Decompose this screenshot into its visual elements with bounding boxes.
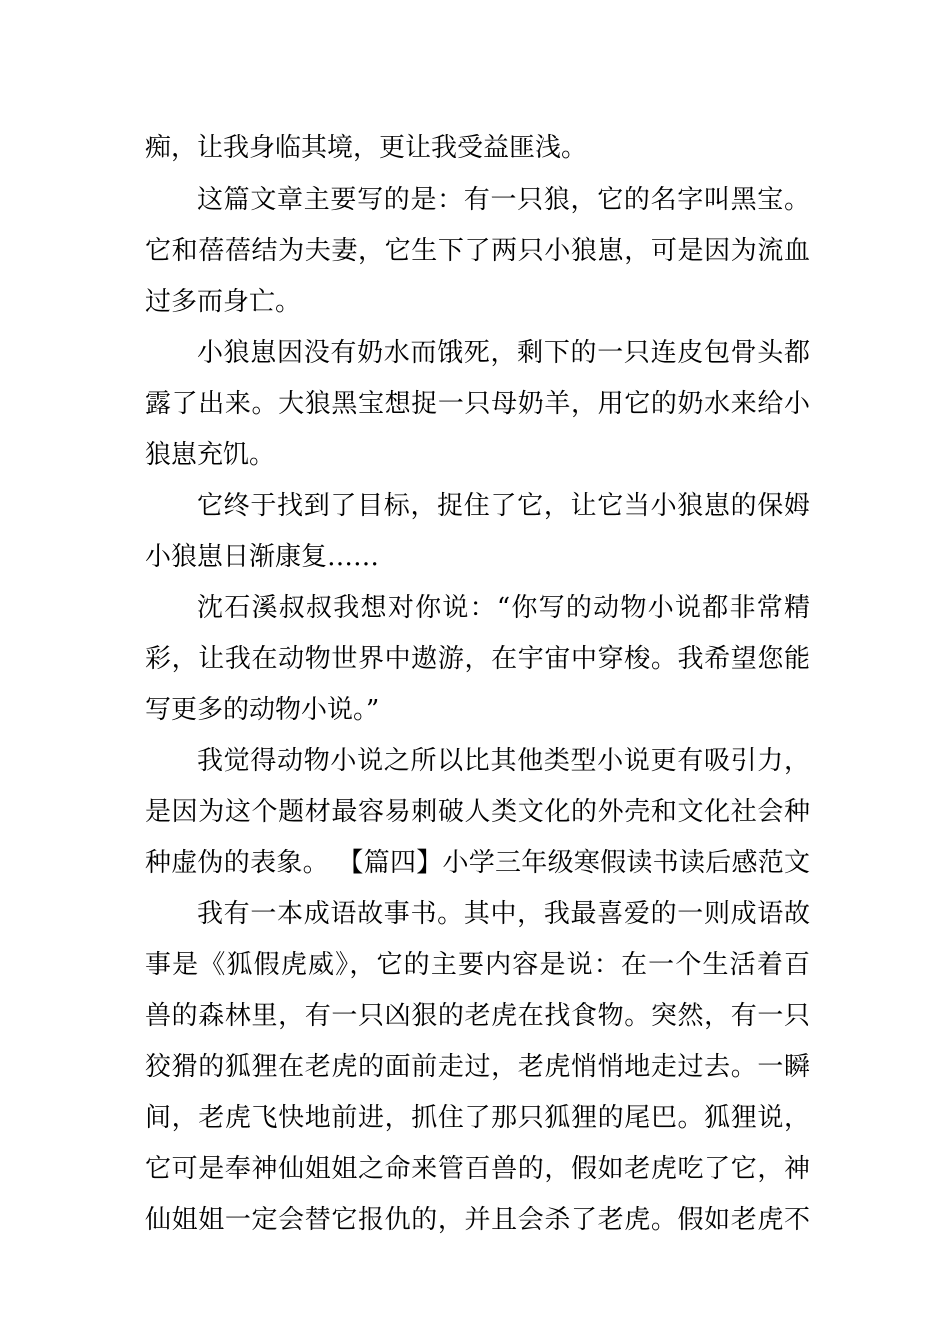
text-line: 小狼崽因没有奶水而饿死，剩下的一只连皮包骨头都 bbox=[197, 338, 810, 368]
text-line: 我有一本成语故事书。其中，我最喜爱的一则成语故 bbox=[197, 899, 810, 929]
text-line: 它和蓓蓓结为夫妻，它生下了两只小狼崽，可是因为流血 bbox=[145, 236, 810, 266]
text-line: 我觉得动物小说之所以比其他类型小说更有吸引力， bbox=[197, 746, 810, 776]
text-line: 痴，让我身临其境，更让我受益匪浅。 bbox=[145, 133, 588, 163]
text-line: 狼崽充饥。 bbox=[145, 440, 276, 470]
text-line: 它可是奉神仙姐姐之命来管百兽的，假如老虎吃了它，神 bbox=[145, 1154, 810, 1184]
text-line: 彩，让我在动物世界中遨游，在宇宙中穿梭。我希望您能 bbox=[145, 644, 810, 674]
text-line: 狡猾的狐狸在老虎的面前走过，老虎悄悄地走过去。一瞬 bbox=[145, 1052, 810, 1082]
text-line: 兽的森林里，有一只凶狠的老虎在找食物。突然，有一只 bbox=[145, 1001, 810, 1031]
text-line: 是因为这个题材最容易刺破人类文化的外壳和文化社会种 bbox=[145, 797, 810, 827]
text-line: 写更多的动物小说。” bbox=[145, 695, 380, 725]
text-line: 它终于找到了目标，捉住了它，让它当小狼崽的保姆 bbox=[197, 491, 810, 521]
text-line: 沈石溪叔叔我想对你说：“你写的动物小说都非常精 bbox=[197, 593, 810, 623]
text-line: 仙姐姐一定会替它报仇的，并且会杀了老虎。假如老虎不 bbox=[145, 1205, 810, 1235]
text-line: 露了出来。大狼黑宝想捉一只母奶羊，用它的奶水来给小 bbox=[145, 389, 810, 419]
text-line: 间，老虎飞快地前进，抓住了那只狐狸的尾巴。狐狸说， bbox=[145, 1103, 810, 1133]
text-line: 种虚伪的表象。 【篇四】小学三年级寒假读书读后感范文 bbox=[145, 848, 810, 878]
text-line: 过多而身亡。 bbox=[145, 287, 302, 317]
text-line: 事是《狐假虎威》，它的主要内容是说：在一个生活着百 bbox=[145, 950, 810, 980]
text-line: 小狼崽日渐康复…… bbox=[145, 542, 380, 572]
text-line: 这篇文章主要写的是：有一只狼，它的名字叫黑宝。 bbox=[197, 185, 810, 215]
